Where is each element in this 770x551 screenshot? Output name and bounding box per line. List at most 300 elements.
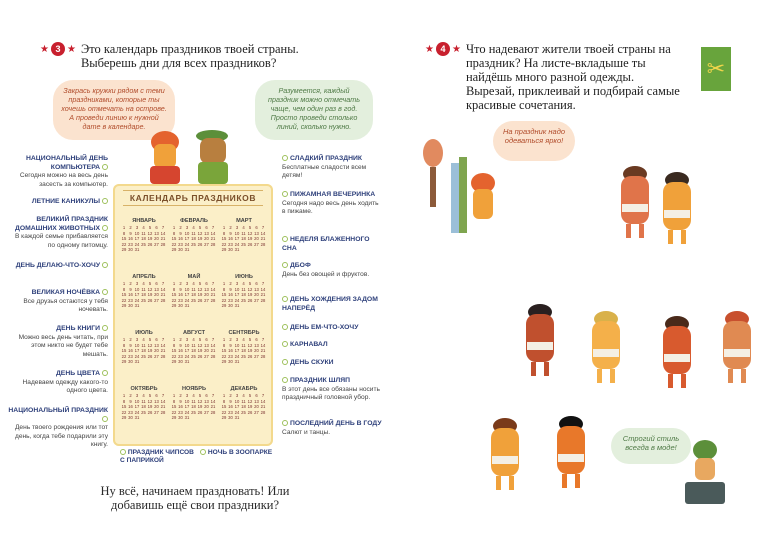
calendar-day[interactable]: 16: [178, 404, 183, 409]
calendar-day[interactable]: 16: [178, 348, 183, 353]
holiday-circle[interactable]: [102, 262, 108, 268]
calendar-day[interactable]: 7: [161, 393, 165, 398]
calendar-day[interactable]: 1: [172, 393, 176, 398]
calendar-day[interactable]: 11: [141, 230, 146, 236]
calendar-day[interactable]: 27: [154, 241, 159, 247]
calendar-day[interactable]: 16: [128, 236, 133, 241]
calendar-day[interactable]: 1: [172, 281, 176, 286]
calendar-day[interactable]: 5: [148, 393, 152, 398]
calendar-day[interactable]: 27: [254, 241, 259, 247]
calendar-day[interactable]: 17: [134, 292, 140, 297]
calendar-day[interactable]: 26: [197, 409, 203, 415]
calendar-day[interactable]: 21: [260, 292, 266, 297]
calendar-day[interactable]: 26: [147, 241, 153, 247]
calendar-day[interactable]: 7: [261, 281, 265, 286]
calendar-day[interactable]: 5: [198, 281, 202, 286]
calendar-day[interactable]: 1: [122, 281, 126, 286]
calendar-day[interactable]: 2: [129, 337, 132, 342]
calendar-day[interactable]: 9: [179, 398, 182, 404]
calendar-day[interactable]: 10: [234, 286, 240, 292]
calendar-day[interactable]: 24: [234, 409, 240, 415]
calendar-day[interactable]: 17: [234, 404, 240, 409]
calendar-day[interactable]: 12: [147, 342, 153, 348]
calendar-day[interactable]: 27: [154, 409, 159, 415]
calendar-day[interactable]: 17: [134, 348, 140, 353]
calendar-day[interactable]: 9: [129, 230, 132, 236]
calendar-day[interactable]: 22: [221, 297, 227, 303]
calendar-day[interactable]: 24: [134, 353, 140, 359]
calendar-day[interactable]: 23: [178, 353, 183, 359]
calendar-day[interactable]: 19: [247, 404, 253, 409]
holiday-paprika-chips[interactable]: ПРАЗДНИК ЧИПСОВ С ПАПРИКОЙ: [120, 449, 194, 464]
holiday-circle[interactable]: [282, 420, 288, 426]
calendar-day[interactable]: 19: [147, 404, 153, 409]
holiday-circle[interactable]: [282, 262, 288, 268]
calendar-day[interactable]: 31: [184, 247, 190, 252]
calendar-day[interactable]: 14: [260, 230, 266, 236]
calendar-day[interactable]: 17: [184, 348, 190, 353]
calendar-day[interactable]: 13: [254, 230, 259, 236]
calendar-day[interactable]: 24: [134, 241, 140, 247]
calendar-day[interactable]: 22: [121, 297, 127, 303]
calendar-day[interactable]: 28: [210, 353, 216, 359]
calendar-day[interactable]: 23: [178, 409, 183, 415]
calendar-day[interactable]: 20: [154, 292, 159, 297]
calendar-day[interactable]: 22: [121, 241, 127, 247]
calendar-day[interactable]: 4: [142, 337, 145, 342]
holiday-color-day[interactable]: ДЕНЬ ЦВЕТА Надеваем одежду какого-то одного цвета.: [22, 370, 108, 394]
calendar-day[interactable]: 12: [197, 342, 203, 348]
calendar-day[interactable]: 20: [204, 404, 209, 409]
calendar-day[interactable]: 19: [247, 292, 253, 297]
holiday-circle[interactable]: [102, 325, 108, 331]
holiday-boredom[interactable]: ДЕНЬ СКУКИ: [282, 359, 382, 368]
calendar-day[interactable]: 6: [255, 337, 258, 342]
calendar-day[interactable]: 25: [241, 353, 246, 359]
calendar-day[interactable]: 5: [148, 281, 152, 286]
calendar-day[interactable]: 25: [141, 409, 146, 415]
calendar-day[interactable]: 9: [229, 342, 232, 348]
calendar-day[interactable]: 19: [147, 292, 153, 297]
calendar-day[interactable]: 6: [255, 393, 258, 398]
calendar-day[interactable]: 18: [141, 348, 146, 353]
calendar-day[interactable]: 23: [228, 353, 233, 359]
calendar-day[interactable]: 19: [147, 236, 153, 241]
calendar-day[interactable]: 18: [191, 292, 196, 297]
calendar-day[interactable]: 27: [204, 297, 209, 303]
calendar-day[interactable]: 21: [260, 348, 266, 353]
calendar-day[interactable]: 15: [121, 404, 127, 409]
calendar-day[interactable]: 2: [229, 337, 232, 342]
holiday-national[interactable]: НАЦИОНАЛЬНЫЙ ПРАЗДНИК День твоего рождения или тот день, когда тебе подарили эту книгу.: [8, 407, 108, 448]
calendar-day[interactable]: 10: [234, 398, 240, 404]
holiday-book-day[interactable]: ДЕНЬ КНИГИ Можно весь день читать, при этом никто не будет тебе мешать.: [18, 325, 108, 358]
holiday-circle[interactable]: [282, 236, 288, 242]
calendar-day[interactable]: 26: [197, 241, 203, 247]
calendar-day[interactable]: 26: [247, 409, 253, 415]
calendar-day[interactable]: 24: [134, 409, 140, 415]
calendar-day[interactable]: 4: [192, 337, 195, 342]
holiday-sleepover[interactable]: ВЕЛИКАЯ НОЧЁВКА Все друзья остаются у тебя ночевать.: [23, 289, 108, 313]
calendar-day[interactable]: 20: [154, 348, 159, 353]
calendar-day[interactable]: 28: [160, 409, 166, 415]
calendar-day[interactable]: 20: [254, 292, 259, 297]
calendar-day[interactable]: 26: [197, 297, 203, 303]
calendar-day[interactable]: 20: [154, 236, 159, 241]
calendar-day[interactable]: 31: [134, 247, 140, 252]
calendar-day[interactable]: 24: [184, 297, 190, 303]
calendar-day[interactable]: 5: [248, 281, 252, 286]
calendar-day[interactable]: 14: [160, 286, 166, 292]
calendar-day[interactable]: 13: [154, 342, 159, 348]
calendar-day[interactable]: 16: [128, 292, 133, 297]
calendar-day[interactable]: 21: [210, 404, 216, 409]
calendar-day[interactable]: 11: [191, 230, 196, 236]
calendar-day[interactable]: 7: [261, 337, 265, 342]
holiday-pets[interactable]: ВЕЛИКИЙ ПРАЗДНИК ДОМАШНИХ ЖИВОТНЫХ В каждой семье прибавляется по одному питомцу.: [14, 216, 108, 249]
calendar-day[interactable]: 25: [141, 297, 146, 303]
calendar-day[interactable]: 26: [147, 297, 153, 303]
calendar-day[interactable]: 14: [160, 342, 166, 348]
calendar-day[interactable]: 22: [171, 241, 177, 247]
calendar-day[interactable]: 24: [184, 241, 190, 247]
calendar-day[interactable]: 4: [242, 225, 245, 230]
calendar-day[interactable]: 3: [135, 393, 139, 398]
calendar-day[interactable]: 4: [242, 281, 245, 286]
calendar-day[interactable]: 25: [191, 409, 196, 415]
calendar-day[interactable]: 29: [171, 415, 177, 420]
holiday-circle[interactable]: [102, 416, 108, 422]
calendar-day[interactable]: 6: [205, 225, 208, 230]
calendar-day[interactable]: 6: [155, 281, 158, 286]
calendar-day[interactable]: 3: [135, 281, 139, 286]
holiday-summer-vacation[interactable]: ЛЕТНИЕ КАНИКУЛЫ: [8, 198, 108, 207]
calendar-day[interactable]: 12: [147, 286, 153, 292]
calendar-day[interactable]: 2: [179, 337, 182, 342]
calendar-day[interactable]: 3: [135, 337, 139, 342]
calendar-day[interactable]: 10: [134, 398, 140, 404]
calendar-day[interactable]: 6: [205, 337, 208, 342]
calendar-day[interactable]: 9: [229, 230, 232, 236]
calendar-day[interactable]: 20: [254, 236, 259, 241]
calendar-day[interactable]: 21: [210, 292, 216, 297]
calendar-day[interactable]: 5: [198, 393, 202, 398]
calendar-day[interactable]: 23: [128, 241, 133, 247]
calendar-day[interactable]: 3: [235, 281, 239, 286]
calendar-day[interactable]: 17: [184, 236, 190, 241]
calendar-day[interactable]: 16: [178, 236, 183, 241]
calendar-day[interactable]: 2: [229, 225, 232, 230]
calendar-day[interactable]: 30: [178, 247, 183, 252]
calendar-day[interactable]: 12: [147, 398, 153, 404]
calendar-day[interactable]: 30: [178, 359, 183, 364]
calendar-day[interactable]: 1: [172, 225, 176, 230]
calendar-day[interactable]: 15: [221, 292, 227, 297]
calendar-day[interactable]: 26: [247, 297, 253, 303]
calendar-day[interactable]: 9: [129, 286, 132, 292]
calendar-day[interactable]: 29: [171, 247, 177, 252]
calendar-day[interactable]: 4: [142, 281, 145, 286]
calendar-day[interactable]: 28: [260, 297, 266, 303]
calendar-day[interactable]: 10: [134, 230, 140, 236]
calendar-day[interactable]: 31: [234, 415, 240, 420]
calendar-day[interactable]: 15: [171, 236, 177, 241]
calendar-day[interactable]: 12: [247, 286, 253, 292]
calendar-day[interactable]: 30: [228, 415, 233, 420]
calendar-day[interactable]: 19: [197, 404, 203, 409]
calendar-day[interactable]: 21: [260, 236, 266, 241]
calendar-day[interactable]: 13: [254, 342, 259, 348]
calendar-day[interactable]: 3: [185, 281, 189, 286]
calendar-day[interactable]: 10: [134, 342, 140, 348]
calendar-day[interactable]: 3: [185, 337, 189, 342]
calendar-day[interactable]: 11: [241, 342, 246, 348]
calendar-day[interactable]: 22: [171, 353, 177, 359]
calendar-day[interactable]: 15: [171, 404, 177, 409]
calendar-day[interactable]: 23: [228, 297, 233, 303]
calendar-day[interactable]: 11: [191, 286, 196, 292]
calendar-day[interactable]: 18: [241, 292, 246, 297]
holiday-sweet[interactable]: СЛАДКИЙ ПРАЗДНИК Бесплатные сладости всем детям!: [282, 155, 367, 179]
calendar-day[interactable]: 31: [134, 359, 140, 364]
calendar-day[interactable]: 15: [121, 236, 127, 241]
calendar-day[interactable]: 16: [228, 236, 233, 241]
calendar-day[interactable]: 14: [210, 230, 216, 236]
calendar-day[interactable]: 3: [235, 337, 239, 342]
calendar-day[interactable]: 21: [210, 348, 216, 353]
calendar-day[interactable]: 29: [221, 247, 227, 252]
calendar-day[interactable]: 4: [192, 281, 195, 286]
calendar-day[interactable]: 28: [160, 241, 166, 247]
calendar-day[interactable]: 1: [222, 225, 226, 230]
calendar-day[interactable]: 25: [141, 353, 146, 359]
calendar-day[interactable]: 8: [172, 342, 176, 348]
calendar-day[interactable]: 25: [241, 297, 246, 303]
calendar-day[interactable]: 25: [241, 241, 246, 247]
calendar-day[interactable]: 17: [184, 292, 190, 297]
calendar-day[interactable]: 27: [254, 297, 259, 303]
calendar-day[interactable]: 14: [210, 342, 216, 348]
holiday-hats[interactable]: ПРАЗДНИК ШЛЯП В этот день все обязаны носить праздничный головной убор.: [282, 377, 380, 401]
calendar-day[interactable]: 16: [228, 292, 233, 297]
calendar-day[interactable]: 1: [122, 393, 126, 398]
calendar-day[interactable]: 29: [221, 415, 227, 420]
calendar-day[interactable]: 28: [210, 297, 216, 303]
calendar-day[interactable]: 11: [191, 342, 196, 348]
calendar-day[interactable]: 22: [171, 297, 177, 303]
calendar-day[interactable]: 23: [228, 409, 233, 415]
calendar-day[interactable]: 7: [261, 225, 265, 230]
calendar-day[interactable]: 6: [255, 281, 258, 286]
calendar-day[interactable]: 13: [154, 286, 159, 292]
calendar-day[interactable]: 27: [254, 409, 259, 415]
calendar-day[interactable]: 27: [204, 241, 209, 247]
calendar-day[interactable]: 29: [121, 415, 127, 420]
holiday-circle[interactable]: [102, 225, 108, 231]
calendar-day[interactable]: 21: [210, 236, 216, 241]
calendar-day[interactable]: 29: [121, 247, 127, 252]
calendar-day[interactable]: 24: [234, 297, 240, 303]
calendar-day[interactable]: 26: [247, 241, 253, 247]
calendar-day[interactable]: 26: [147, 409, 153, 415]
calendar-day[interactable]: 11: [241, 286, 246, 292]
calendar-day[interactable]: 1: [122, 337, 126, 342]
calendar-day[interactable]: 27: [154, 297, 159, 303]
calendar-day[interactable]: 30: [128, 247, 133, 252]
calendar-day[interactable]: 5: [148, 337, 152, 342]
calendar-day[interactable]: 6: [155, 393, 158, 398]
calendar-day[interactable]: 11: [241, 398, 246, 404]
calendar-day[interactable]: 1: [222, 281, 226, 286]
calendar-day[interactable]: 18: [191, 236, 196, 241]
calendar-day[interactable]: 9: [179, 230, 182, 236]
calendar-day[interactable]: 26: [197, 353, 203, 359]
calendar-day[interactable]: 2: [129, 393, 132, 398]
calendar-day[interactable]: 12: [247, 398, 253, 404]
calendar-day[interactable]: 26: [247, 353, 253, 359]
calendar-day[interactable]: 9: [129, 398, 132, 404]
calendar-day[interactable]: 25: [141, 241, 146, 247]
calendar-day[interactable]: 10: [234, 342, 240, 348]
calendar-day[interactable]: 28: [260, 353, 266, 359]
calendar-day[interactable]: 10: [184, 286, 190, 292]
calendar-day[interactable]: 16: [128, 348, 133, 353]
calendar-day[interactable]: 11: [241, 230, 246, 236]
calendar-day[interactable]: 2: [179, 393, 182, 398]
calendar-day[interactable]: 30: [228, 247, 233, 252]
calendar-day[interactable]: 19: [197, 348, 203, 353]
calendar-day[interactable]: 2: [179, 225, 182, 230]
calendar-day[interactable]: 12: [147, 230, 153, 236]
holiday-last-day[interactable]: ПОСЛЕДНИЙ ДЕНЬ В ГОДУ Салют и танцы.: [282, 420, 382, 436]
calendar-day[interactable]: 22: [121, 353, 127, 359]
calendar-day[interactable]: 25: [191, 241, 196, 247]
calendar-day[interactable]: 18: [141, 404, 146, 409]
calendar-day[interactable]: 18: [141, 236, 146, 241]
calendar-day[interactable]: 28: [210, 409, 216, 415]
calendar-day[interactable]: 30: [228, 359, 233, 364]
calendar-day[interactable]: 4: [142, 225, 145, 230]
calendar-day[interactable]: 2: [129, 281, 132, 286]
holiday-sleep-week[interactable]: НЕДЕЛЯ БЛАЖЕННОГО СНА: [282, 236, 370, 252]
calendar-day[interactable]: 30: [228, 303, 233, 308]
calendar-day[interactable]: 4: [242, 393, 245, 398]
calendar-day[interactable]: 24: [234, 353, 240, 359]
calendar-day[interactable]: 15: [171, 348, 177, 353]
calendar-day[interactable]: 29: [121, 359, 127, 364]
calendar-day[interactable]: 30: [128, 359, 133, 364]
calendar-day[interactable]: 29: [221, 359, 227, 364]
calendar-day[interactable]: 18: [141, 292, 146, 297]
calendar-day[interactable]: 19: [147, 348, 153, 353]
calendar-day[interactable]: 8: [122, 230, 126, 236]
calendar-day[interactable]: 20: [204, 292, 209, 297]
calendar-day[interactable]: 22: [221, 241, 227, 247]
calendar-day[interactable]: 5: [198, 225, 202, 230]
calendar-day[interactable]: 31: [184, 415, 190, 420]
calendar-day[interactable]: 13: [204, 230, 209, 236]
calendar-day[interactable]: 7: [211, 281, 215, 286]
calendar-day[interactable]: 19: [247, 348, 253, 353]
calendar-day[interactable]: 19: [197, 292, 203, 297]
holiday-eat-what-i-want[interactable]: ДЕНЬ ЕМ-ЧТО-ХОЧУ: [282, 324, 382, 333]
holiday-dbof[interactable]: ДБОФ День без овощей и фруктов.: [282, 262, 370, 278]
calendar-day[interactable]: 3: [135, 225, 139, 230]
calendar-day[interactable]: 23: [128, 409, 133, 415]
calendar-day[interactable]: 15: [221, 236, 227, 241]
calendar-day[interactable]: 23: [178, 297, 183, 303]
calendar-day[interactable]: 24: [134, 297, 140, 303]
calendar-day[interactable]: 8: [172, 398, 176, 404]
calendar-day[interactable]: 31: [184, 303, 190, 308]
calendar-day[interactable]: 20: [154, 404, 159, 409]
calendar-day[interactable]: 29: [171, 303, 177, 308]
calendar-day[interactable]: 6: [205, 393, 208, 398]
calendar-day[interactable]: 29: [171, 359, 177, 364]
calendar-day[interactable]: 15: [221, 404, 227, 409]
calendar-day[interactable]: 15: [121, 292, 127, 297]
calendar-day[interactable]: 10: [234, 230, 240, 236]
calendar-day[interactable]: 23: [128, 353, 133, 359]
calendar-day[interactable]: 17: [234, 236, 240, 241]
calendar-day[interactable]: 14: [160, 398, 166, 404]
holiday-circle[interactable]: [282, 155, 288, 161]
calendar-day[interactable]: 17: [184, 404, 190, 409]
calendar-day[interactable]: 13: [154, 398, 159, 404]
calendar-day[interactable]: 24: [184, 409, 190, 415]
calendar-day[interactable]: 24: [234, 241, 240, 247]
calendar-day[interactable]: 27: [154, 353, 159, 359]
calendar-day[interactable]: 10: [134, 286, 140, 292]
calendar-day[interactable]: 21: [260, 404, 266, 409]
calendar-day[interactable]: 9: [229, 286, 232, 292]
calendar-day[interactable]: 13: [204, 342, 209, 348]
calendar-day[interactable]: 18: [241, 348, 246, 353]
calendar-day[interactable]: 18: [191, 348, 196, 353]
calendar-day[interactable]: 30: [178, 415, 183, 420]
calendar-day[interactable]: 22: [121, 409, 127, 415]
calendar-day[interactable]: 31: [234, 303, 240, 308]
calendar-day[interactable]: 4: [142, 393, 145, 398]
calendar-day[interactable]: 14: [210, 398, 216, 404]
calendar-day[interactable]: 29: [121, 303, 127, 308]
calendar-day[interactable]: 23: [228, 241, 233, 247]
calendar-day[interactable]: 20: [204, 348, 209, 353]
calendar-day[interactable]: 31: [134, 415, 140, 420]
calendar-day[interactable]: 1: [222, 337, 226, 342]
calendar-day[interactable]: 7: [161, 337, 165, 342]
calendar-day[interactable]: 17: [134, 404, 140, 409]
calendar-day[interactable]: 15: [171, 292, 177, 297]
calendar-day[interactable]: 14: [160, 230, 166, 236]
calendar-day[interactable]: 2: [229, 393, 232, 398]
calendar-day[interactable]: 8: [122, 286, 126, 292]
calendar-day[interactable]: 7: [161, 225, 165, 230]
calendar-day[interactable]: 17: [234, 348, 240, 353]
holiday-backwards[interactable]: ДЕНЬ ХОЖДЕНИЯ ЗАДОМ НАПЕРЁД: [282, 296, 378, 312]
calendar-day[interactable]: 20: [204, 236, 209, 241]
calendar-day[interactable]: 4: [192, 393, 195, 398]
calendar-day[interactable]: 13: [204, 398, 209, 404]
calendar-day[interactable]: 10: [184, 398, 190, 404]
calendar-day[interactable]: 17: [234, 292, 240, 297]
holiday-circle[interactable]: [282, 341, 288, 347]
calendar-day[interactable]: 21: [160, 236, 166, 241]
calendar-day[interactable]: 16: [178, 292, 183, 297]
calendar-day[interactable]: 23: [178, 241, 183, 247]
calendar-day[interactable]: 21: [160, 404, 166, 409]
calendar-day[interactable]: 8: [122, 398, 126, 404]
